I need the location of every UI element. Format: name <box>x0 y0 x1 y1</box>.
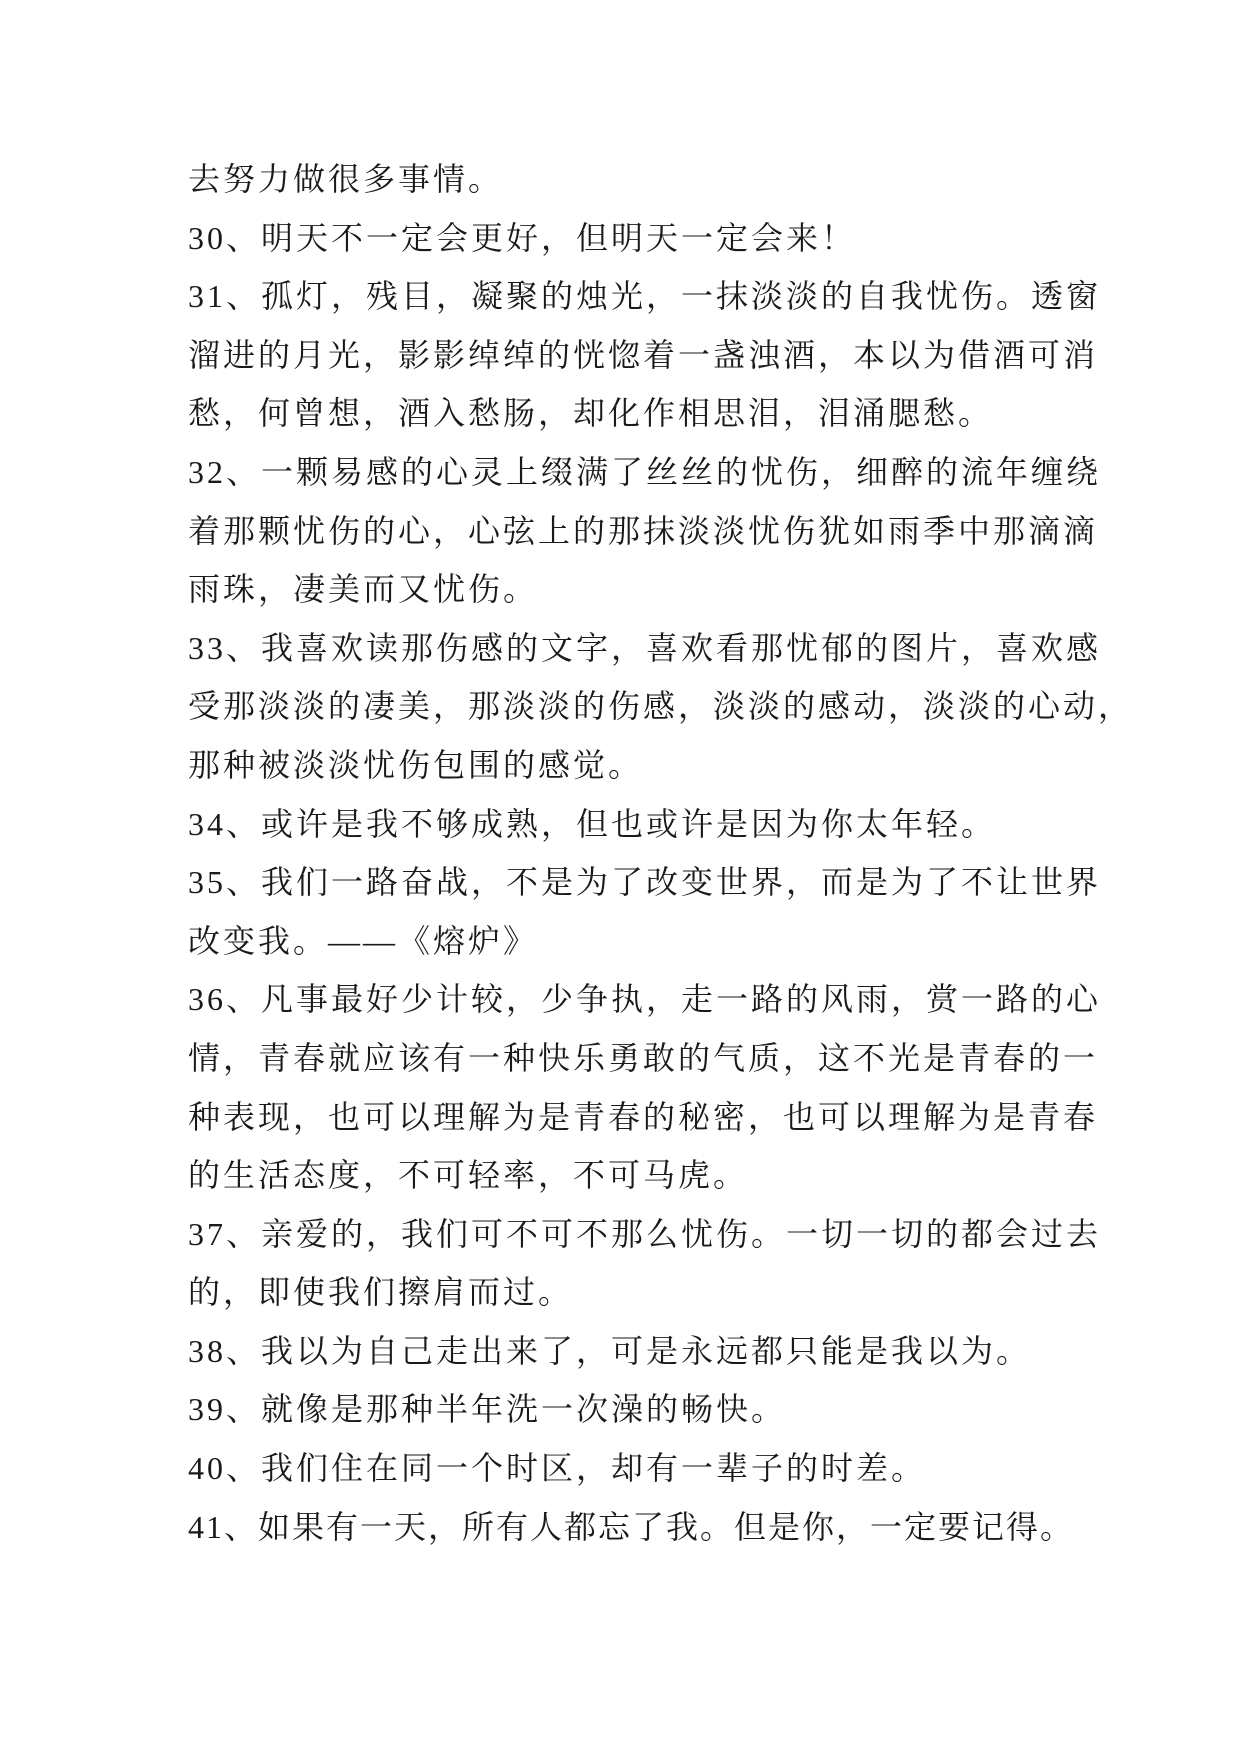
text-line: 溜进的月光，影影绰绰的恍惚着一盏浊酒，本以为借酒可消 <box>188 336 1099 373</box>
text-line: 31、孤灯，残目，凝聚的烛光，一抹淡淡的自我忧伤。透窗 <box>188 278 1102 315</box>
text-line: 雨珠，凄美而又忧伤。 <box>188 571 539 608</box>
text-line: 41、如果有一天，所有人都忘了我。但是你，一定要记得。 <box>188 1508 1075 1545</box>
text-line: 30、明天不一定会更好，但明天一定会来！ <box>188 219 857 256</box>
text-line: 的，即使我们擦肩而过。 <box>188 1274 574 1311</box>
document-body <box>188 150 1134 1556</box>
text-line: 39、就像是那种半年洗一次澡的畅快。 <box>188 1391 787 1428</box>
text-line: 37、亲爱的，我们可不可不那么忧伤。一切一切的都会过去 <box>188 1215 1102 1252</box>
text-line: 35、我们一路奋战，不是为了改变世界，而是为了不让世界 <box>188 864 1102 901</box>
text-line: 着那颗忧伤的心，心弦上的那抹淡淡忧伤犹如雨季中那滴滴 <box>188 512 1099 549</box>
text-line: 愁，何曾想，酒入愁肠，却化作相思泪，泪涌腮愁。 <box>188 395 994 432</box>
text-line: 40、我们住在同一个时区，却有一辈子的时差。 <box>188 1450 927 1487</box>
text-line: 34、或许是我不够成熟，但也或许是因为你太年轻。 <box>188 805 997 842</box>
text-line: 32、一颗易感的心灵上缀满了丝丝的忧伤，细醉的流年缠绕 <box>188 453 1102 490</box>
text-line: 去努力做很多事情。 <box>188 161 504 197</box>
text-line: 的生活态度，不可轻率，不可马虎。 <box>188 1157 749 1194</box>
text-line: 38、我以为自己走出来了，可是永远都只能是我以为。 <box>188 1332 1032 1369</box>
text-line: 36、凡事最好少计较，少争执，走一路的风雨，赏一路的心 <box>188 981 1102 1018</box>
text-line: 情，青春就应该有一种快乐勇敢的气质，这不光是青春的一 <box>188 1039 1099 1076</box>
text-line: 种表现，也可以理解为是青春的秘密，也可以理解为是青春 <box>188 1098 1099 1135</box>
text-line: 那种被淡淡忧伤包围的感觉。 <box>188 746 644 783</box>
text-line: 33、我喜欢读那伤感的文字，喜欢看那忧郁的图片，喜欢感 <box>188 629 1102 666</box>
text-line: 受那淡淡的凄美，那淡淡的伤感，淡淡的感动，淡淡的心动， <box>188 688 1134 725</box>
text-line: 改变我。——《熔炉》 <box>188 922 539 959</box>
